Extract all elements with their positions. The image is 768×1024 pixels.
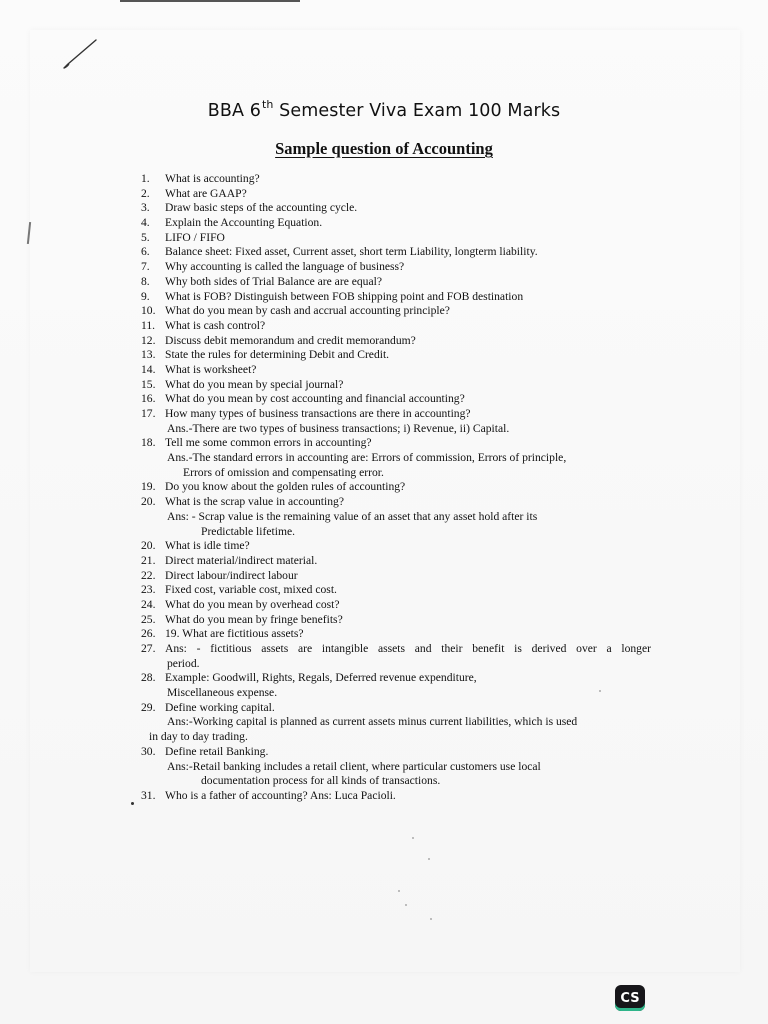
question-item: 2. What are GAAP? xyxy=(141,186,247,200)
question-item: 12. Discuss debit memorandum and credit memorandum? xyxy=(141,333,416,347)
scan-speck xyxy=(599,690,601,692)
question-item: 31. Who is a father of accounting? Ans: Luca Pacioli. xyxy=(141,788,396,802)
question-item: 15. What do you mean by special journal? xyxy=(141,377,344,391)
page-subtitle: Sample question of Accounting xyxy=(275,139,493,158)
question-item: 27. Ans: - fictitious assets are intangible assets and their benefit is derived over a longer xyxy=(141,642,651,655)
question-item: 20. What is the scrap value in accounting? xyxy=(141,495,344,509)
answer-line: Ans:-Working capital is planned as current assets minus current liabilities, which is used xyxy=(167,715,578,729)
question-item: 7. Why accounting is called the language of business? xyxy=(141,260,405,274)
question-item: 18. Tell me some common errors in accounting? xyxy=(141,436,372,450)
question-item: 11. What is cash control? xyxy=(141,318,266,332)
answer-line: Ans.-The standard errors in accounting are: Errors of commission, Errors of principle, xyxy=(167,451,567,465)
question-item: 6. Balance sheet: Fixed asset, Current asset, short term Liability, longterm liability. xyxy=(141,245,538,259)
question-item: 3. Draw basic steps of the accounting cycle. xyxy=(141,201,358,215)
question-item: 4. Explain the Accounting Equation. xyxy=(141,216,323,230)
question-item: 19. Do you know about the golden rules of accounting? xyxy=(141,480,406,494)
scan-speck xyxy=(398,890,400,892)
scan-edge-line xyxy=(120,0,300,2)
answer-line: documentation process for all kinds of transactions. xyxy=(201,774,441,788)
question-item: 29. Define working capital. xyxy=(141,700,275,714)
scan-speck xyxy=(412,837,414,839)
answer-line: Ans.-There are two types of business transactions; i) Revenue, ii) Capital. xyxy=(167,421,510,435)
question-item: 21. Direct material/indirect material. xyxy=(141,553,318,567)
camscanner-logo-icon: CS xyxy=(615,985,645,1011)
answer-line: Miscellaneous expense. xyxy=(167,686,278,700)
question-item: 13. State the rules for determining Debit and Credit. xyxy=(141,348,390,362)
answer-line: Predictable lifetime. xyxy=(201,524,296,538)
margin-dot xyxy=(131,802,134,805)
question-item: 25. What do you mean by fringe benefits? xyxy=(141,612,343,626)
question-item: 10. What do you mean by cash and accrual accounting principle? xyxy=(141,304,450,318)
answer-line: Ans: - Scrap value is the remaining value of an asset that any asset hold after its xyxy=(167,509,538,523)
question-item: 14. What is worksheet? xyxy=(141,362,257,376)
answer-line: in day to day trading. xyxy=(149,730,248,744)
page-title: BBA 6th Semester Viva Exam 100 Marks xyxy=(207,98,561,121)
question-item: 22. Direct labour/indirect labour xyxy=(141,568,298,582)
question-item: 16. What do you mean by cost accounting and financial accounting? xyxy=(141,392,465,406)
question-item: 28. Example: Goodwill, Rights, Regals, Deferred revenue expenditure, xyxy=(141,671,477,685)
question-item: 26. 19. What are fictitious assets? xyxy=(141,627,304,641)
scan-speck xyxy=(405,904,407,906)
answer-line: period. xyxy=(167,656,200,670)
pen-tick-mark-icon xyxy=(60,36,100,76)
question-item: 24. What do you mean by overhead cost? xyxy=(141,597,340,611)
answer-line: Errors of omission and compensating error. xyxy=(183,465,384,479)
question-item: 9. What is FOB? Distinguish between FOB shipping point and FOB destination xyxy=(141,289,524,303)
question-item: 30. Define retail Banking. xyxy=(141,744,269,758)
question-item: 23. Fixed cost, variable cost, mixed cost. xyxy=(141,583,337,597)
question-item: 20. What is idle time? xyxy=(141,539,250,553)
question-item: 5. LIFO / FIFO xyxy=(141,230,225,244)
answer-line: Ans:-Retail banking includes a retail client, where particular customers use local xyxy=(167,759,541,773)
scan-speck xyxy=(430,918,432,920)
question-item: 17. How many types of business transactions are there in accounting? xyxy=(141,407,471,420)
scan-speck xyxy=(428,858,430,860)
question-item: 8. Why both sides of Trial Balance are are equal? xyxy=(141,274,382,288)
question-item: 1. What is accounting? xyxy=(141,172,260,185)
question-list xyxy=(141,172,651,804)
